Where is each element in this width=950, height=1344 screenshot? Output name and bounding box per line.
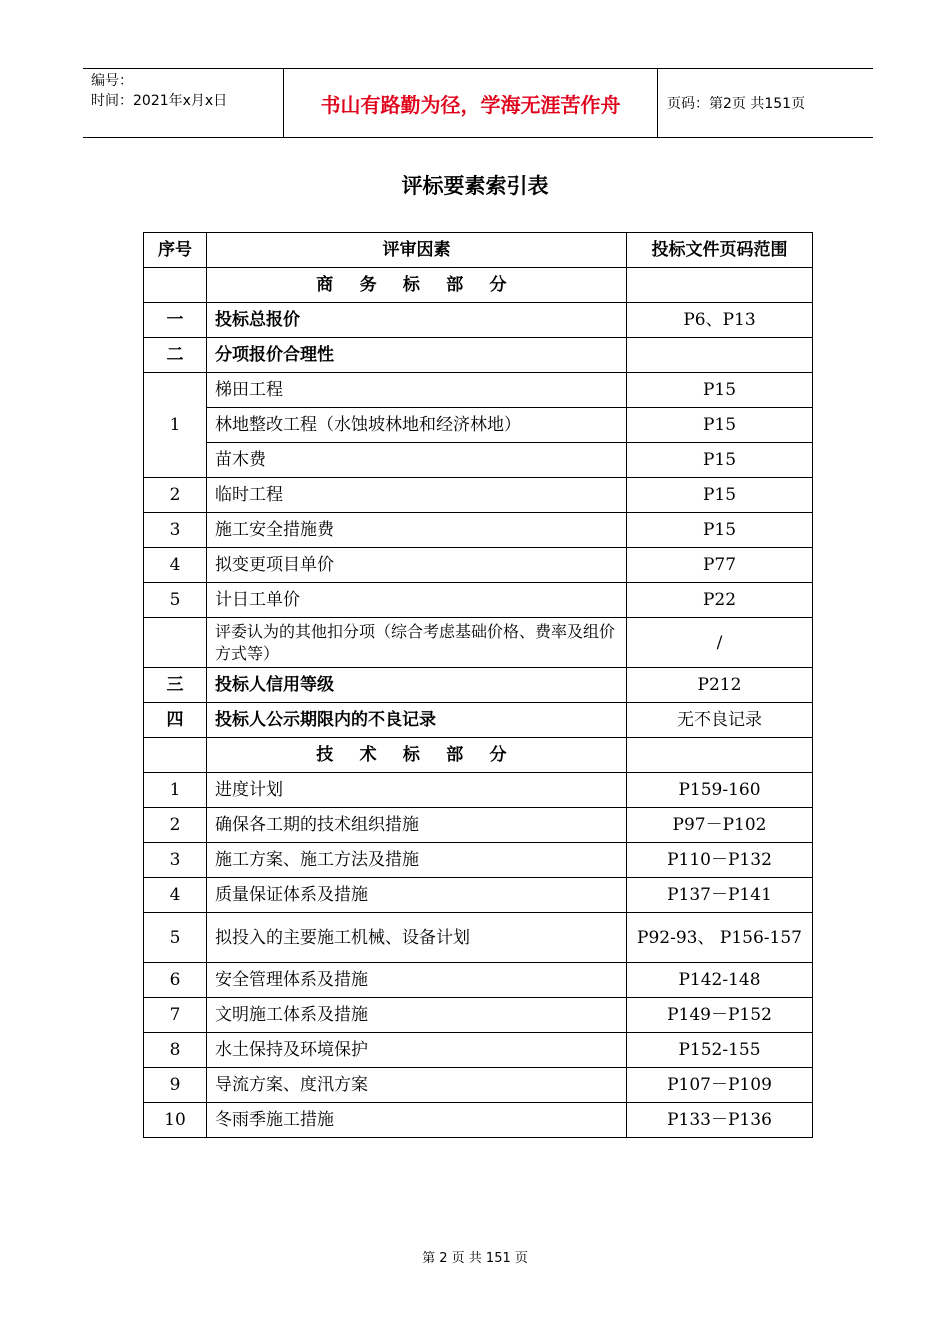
row-number: 5 [144,583,207,618]
table-row [144,1068,813,1103]
row-number: 9 [144,1068,207,1103]
table-cell [144,738,207,773]
table-row [144,1103,813,1138]
evaluation-index-table [143,232,813,1138]
row-pages: P137－P141 [627,878,813,913]
row-number [144,618,207,668]
row-pages: P22 [627,583,813,618]
row-number: 四 [144,703,207,738]
table-row [144,513,813,548]
table-header-row [144,233,813,268]
table-row [144,843,813,878]
table-row [144,963,813,998]
section-row-technical [144,738,813,773]
row-factor: 拟变更项目单价 [207,548,627,583]
row-pages: P15 [627,373,813,408]
row-pages: P152-155 [627,1033,813,1068]
row-factor: 施工方案、施工方法及措施 [207,843,627,878]
row-number: 10 [144,1103,207,1138]
column-header-pages: 投标文件页码范围 [627,233,813,268]
row-factor: 临时工程 [207,478,627,513]
row-pages: P6、P13 [627,303,813,338]
table-row [144,668,813,703]
row-pages [627,338,813,373]
row-factor: 梯田工程 [207,373,627,408]
row-number: 2 [144,808,207,843]
row-pages: P142-148 [627,963,813,998]
header-meta [83,69,283,137]
table-row [144,913,813,963]
row-factor: 确保各工期的技术组织措施 [207,808,627,843]
document-date: 时间：2021年x月x日 [91,93,228,109]
row-factor: 导流方案、度汛方案 [207,1068,627,1103]
table-row [144,618,813,668]
page-header [83,68,873,138]
row-pages: P15 [627,408,813,443]
row-factor: 投标人公示期限内的不良记录 [207,703,627,738]
row-pages: P159-160 [627,773,813,808]
row-pages: P92-93、 P156-157 [627,913,813,963]
row-pages: 无不良记录 [627,703,813,738]
document-number-label: 编号： [91,73,133,89]
row-pages: P212 [627,668,813,703]
header-page-info: 页码：第2页 共151页 [667,96,806,112]
table-row [144,808,813,843]
header-divider [657,69,658,137]
row-number: 1 [144,373,207,478]
row-number: 6 [144,963,207,998]
row-number: 3 [144,843,207,878]
table-row [144,878,813,913]
table-row [144,373,813,408]
row-number: 二 [144,338,207,373]
table-row [144,443,813,478]
row-factor: 分项报价合理性 [207,338,627,373]
row-number: 2 [144,478,207,513]
section-row-business [144,268,813,303]
section-title-business: 商 务 标 部 分 [207,268,627,303]
column-header-no: 序号 [144,233,207,268]
page-footer: 第 2 页 共 151 页 [422,1251,528,1266]
row-number: 3 [144,513,207,548]
row-factor: 投标人信用等级 [207,668,627,703]
table-cell [144,268,207,303]
row-pages: P110－P132 [627,843,813,878]
table-row [144,303,813,338]
row-factor: 质量保证体系及措施 [207,878,627,913]
table-row [144,548,813,583]
row-pages: P149－P152 [627,998,813,1033]
row-pages: P15 [627,443,813,478]
table-row [144,408,813,443]
row-pages: P77 [627,548,813,583]
row-number: 5 [144,913,207,963]
row-factor: 投标总报价 [207,303,627,338]
table-row [144,583,813,618]
row-number: 4 [144,878,207,913]
row-pages: P97－P102 [627,808,813,843]
table-cell [627,268,813,303]
row-factor: 水土保持及环境保护 [207,1033,627,1068]
row-factor: 文明施工体系及措施 [207,998,627,1033]
row-factor: 拟投入的主要施工机械、设备计划 [207,913,627,963]
column-header-factor: 评审因素 [207,233,627,268]
row-factor: 安全管理体系及措施 [207,963,627,998]
row-factor: 进度计划 [207,773,627,808]
table-cell [627,738,813,773]
row-pages: P15 [627,513,813,548]
row-factor: 苗木费 [207,443,627,478]
row-factor: 施工安全措施费 [207,513,627,548]
table-row [144,773,813,808]
row-number: 7 [144,998,207,1033]
row-factor: 冬雨季施工措施 [207,1103,627,1138]
row-pages: P107－P109 [627,1068,813,1103]
table-row [144,338,813,373]
row-number: 8 [144,1033,207,1068]
row-number: 1 [144,773,207,808]
table-row [144,703,813,738]
row-factor: 计日工单价 [207,583,627,618]
page-title: 评标要素索引表 [401,174,549,198]
row-pages: P15 [627,478,813,513]
row-number: 4 [144,548,207,583]
row-number: 一 [144,303,207,338]
row-factor: 林地整改工程（水蚀坡林地和经济林地） [207,408,627,443]
row-pages: / [627,618,813,668]
table-row [144,998,813,1033]
header-motto: 书山有路勤为径，学海无涯苦作舟 [320,92,621,117]
row-factor: 评委认为的其他扣分项（综合考虑基础价格、费率及组价方式等） [207,618,627,668]
table-row [144,1033,813,1068]
row-number: 三 [144,668,207,703]
table-row [144,478,813,513]
row-pages: P133－P136 [627,1103,813,1138]
section-title-technical: 技 术 标 部 分 [207,738,627,773]
